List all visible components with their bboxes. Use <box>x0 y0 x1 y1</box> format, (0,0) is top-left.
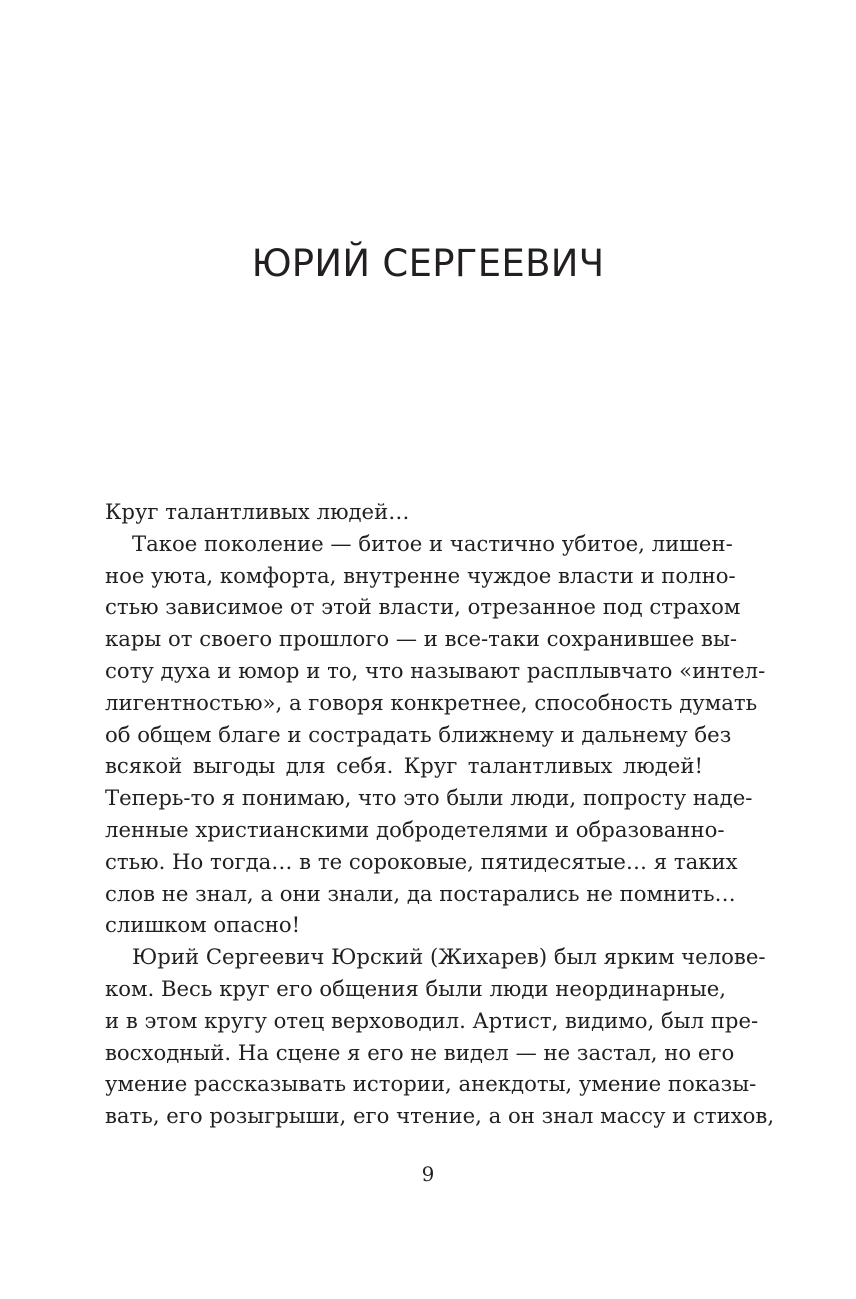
text-line: и в этом кругу отец верховодил. Артист, видимо, был пре- <box>105 1007 759 1033</box>
text-line: лигентностью», а говоря конкретнее, способность думать <box>105 689 758 715</box>
text-line: ком. Весь круг его общения были люди неординарные, <box>105 975 726 1001</box>
text-line: ленные христианскими добродетелями и образованно- <box>105 816 725 842</box>
text-line: умение рассказывать истории, анекдоты, умение показы- <box>105 1071 757 1097</box>
text-line: Юрий Сергеевич Юрский (Жихарев) был ярким челове- <box>132 944 766 970</box>
text-line: кары от своего прошлого — и все-таки сохранившее вы- <box>105 626 737 652</box>
text-line: об общем благе и сострадать ближнему и дальнему без <box>105 721 732 747</box>
chapter-title: ЮРИЙ СЕРГЕЕВИЧ <box>251 242 605 285</box>
text-line: восходный. На сцене я его не видел — не застал, но его <box>105 1039 735 1065</box>
text-line: ное уюта, комфорта, внутренне чуждое власти и полно- <box>105 562 736 588</box>
text-line: Круг талантливых людей… <box>105 499 410 524</box>
text-line: Теперь-то я понимаю, что это были люди, попросту наде- <box>105 785 753 811</box>
body-text <box>105 496 775 1132</box>
text-line: слов не знал, а они знали, да постарались не помнить… <box>105 880 736 906</box>
text-line: соту духа и юмор и то, что называют расплывчато «интел- <box>105 657 766 683</box>
text-line: всякой выгоды для себя. Круг талантливых людей! <box>105 753 703 779</box>
page-number: 9 <box>421 1162 435 1186</box>
text-line: вать, его розыгрыши, его чтение, а он знал массу и стихов, <box>105 1103 775 1129</box>
text-line: стью зависимое от этой власти, отрезанное под страхом <box>105 594 741 620</box>
text-line: Такое поколение — битое и частично убитое, лишен- <box>132 530 733 556</box>
text-line: стью. Но тогда… в те сороковые, пятидесятые… я таких <box>105 848 738 874</box>
text-line: слишком опасно! <box>105 912 301 938</box>
